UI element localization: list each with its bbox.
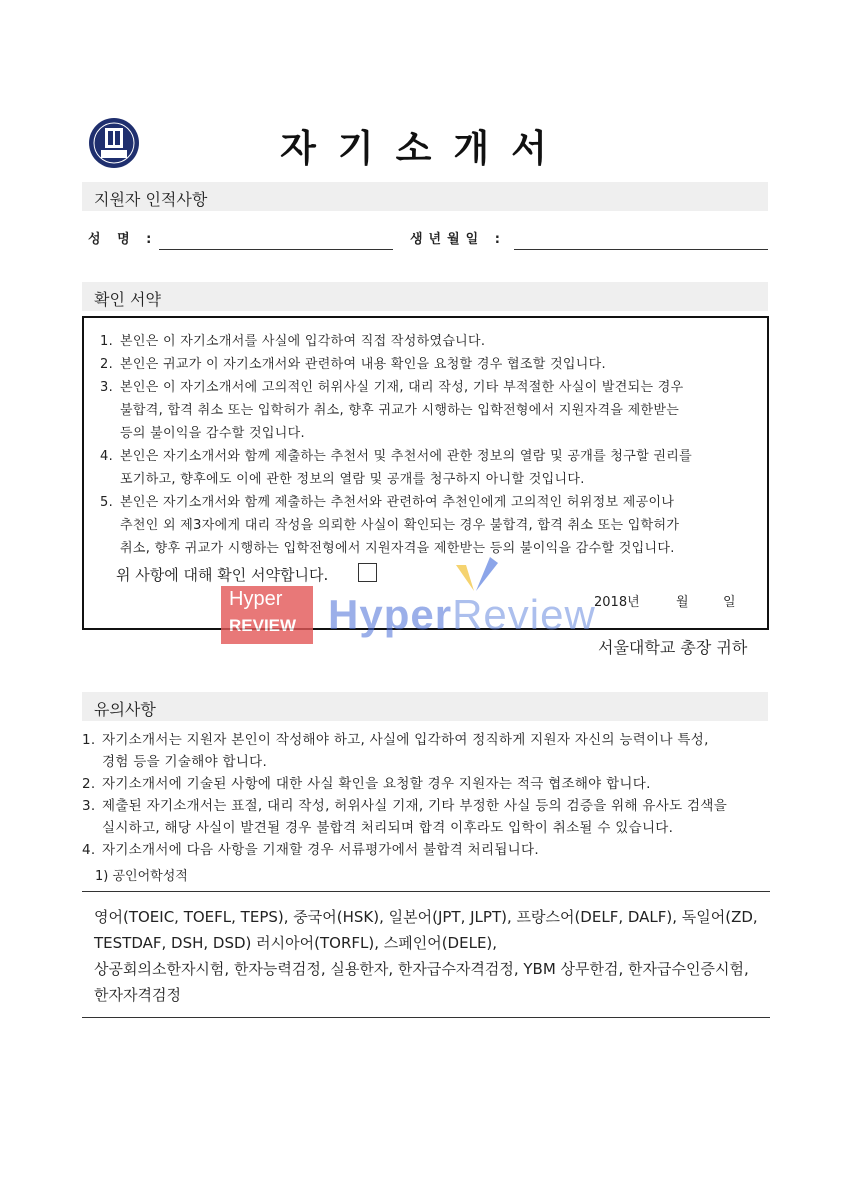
language-exam-list: 영어(TOEIC, TOEFL, TEPS), 중국어(HSK), 일본어(JPT, JLPT), 프랑스어(DELF, DALF), 독일어(ZD, TESTDAF, DSH, DSD) 러시아어(TORFL), 스페인어(DELE), 상공회의소한자시험, 한자능력검정, 실용한자, 한자급수자격검정, YBM 상무한검, 한자급수인증시험, 한자자격검정 bbox=[94, 908, 758, 1004]
name-field[interactable] bbox=[159, 249, 393, 250]
note-item: 1. 자기소개서는 지원자 본인이 작성해야 하고, 사실에 입각하여 정직하게 지원자 자신의 능력이나 특성, 경험 등을 기술해야 합니다. bbox=[82, 732, 709, 770]
note-item: 2. 자기소개서에 기술된 사항에 대한 사실 확인을 요청할 경우 지원자는 적극 협조해야 합니다. bbox=[82, 776, 651, 792]
agree-statement: 위 사항에 대해 확인 서약합니다. bbox=[116, 566, 329, 584]
notes-section-header bbox=[82, 692, 768, 721]
date-year: 2018년 bbox=[594, 595, 640, 610]
date-month: 월 bbox=[676, 595, 689, 610]
pledge-item: 2. 본인은 귀교가 이 자기소개서와 관련하여 내용 확인을 요청할 경우 협조할 것입니다. bbox=[100, 357, 606, 372]
pledge-section-title: 확인 서약 bbox=[94, 290, 161, 309]
note-item: 3. 제출된 자기소개서는 표절, 대리 작성, 허위사실 기재, 기타 부정한 사실 등의 검증을 위해 유사도 검색을 실시하고, 해당 사실이 발견될 경우 불합격 처리되며 합격 이후라도 입학이 취소될 수 있습니다. bbox=[82, 798, 728, 836]
pledge-item: 4. 본인은 자기소개서와 함께 제출하는 추천서 및 추천서에 관한 정보의 열람 및 공개를 청구할 권리를 포기하고, 향후에도 이에 관한 정보의 열람 및 공개를 청구하지 아니할 것입니다. bbox=[100, 449, 692, 487]
addressee: 서울대학교 총장 귀하 bbox=[598, 638, 748, 657]
date-day: 일 bbox=[723, 595, 736, 610]
divider bbox=[82, 1017, 770, 1018]
birthdate-field[interactable] bbox=[514, 249, 768, 250]
divider bbox=[82, 891, 770, 892]
applicant-section-title: 지원자 인적사항 bbox=[94, 190, 208, 209]
pledge-item: 3. 본인은 이 자기소개서에 고의적인 허위사실 기재, 대리 작성, 기타 부적절한 사실이 발견되는 경우 불합격, 합격 취소 또는 입학허가 취소, 향후 귀교가 시행하는 입학전형에서 지원자격을 제한받는 등의 불이익을 감수할 것입니다. bbox=[100, 380, 684, 441]
applicant-section-header bbox=[82, 182, 768, 211]
page-title: 자기소개서 bbox=[280, 127, 569, 170]
notes-section-title: 유의사항 bbox=[94, 700, 156, 719]
hyperreview-watermark-logo: Hyper REVIEW bbox=[221, 586, 313, 644]
pledge-section-header bbox=[82, 282, 768, 311]
notes-list bbox=[82, 729, 772, 861]
birthdate-label: 생년월일 : bbox=[410, 232, 506, 247]
language-score-subheading: 1) 공인어학성적 bbox=[95, 869, 188, 884]
pledge-item: 5. 본인은 자기소개서와 함께 제출하는 추천서와 관련하여 추천인에게 고의적인 허위정보 제공이나 추천인 외 제3자에게 대리 작성을 의뢰한 사실이 확인되는 경우 불합격, 합격 취소 또는 입학허가 취소, 향후 귀교가 시행하는 입학전형에서 지원자격을 제한받는 등의 불이익을 감수할 것입니다. bbox=[100, 495, 680, 556]
note-item: 4. 자기소개서에 다음 사항을 기재할 경우 서류평가에서 불합격 처리됩니다. bbox=[82, 842, 539, 858]
hyperreview-watermark-text: HyperReview bbox=[328, 591, 596, 638]
pledge-list bbox=[100, 330, 760, 560]
name-label: 성 명 : bbox=[88, 232, 158, 247]
pledge-item: 1. 본인은 이 자기소개서를 사실에 입각하여 직접 작성하였습니다. bbox=[100, 334, 486, 349]
agree-checkbox[interactable] bbox=[358, 563, 377, 582]
